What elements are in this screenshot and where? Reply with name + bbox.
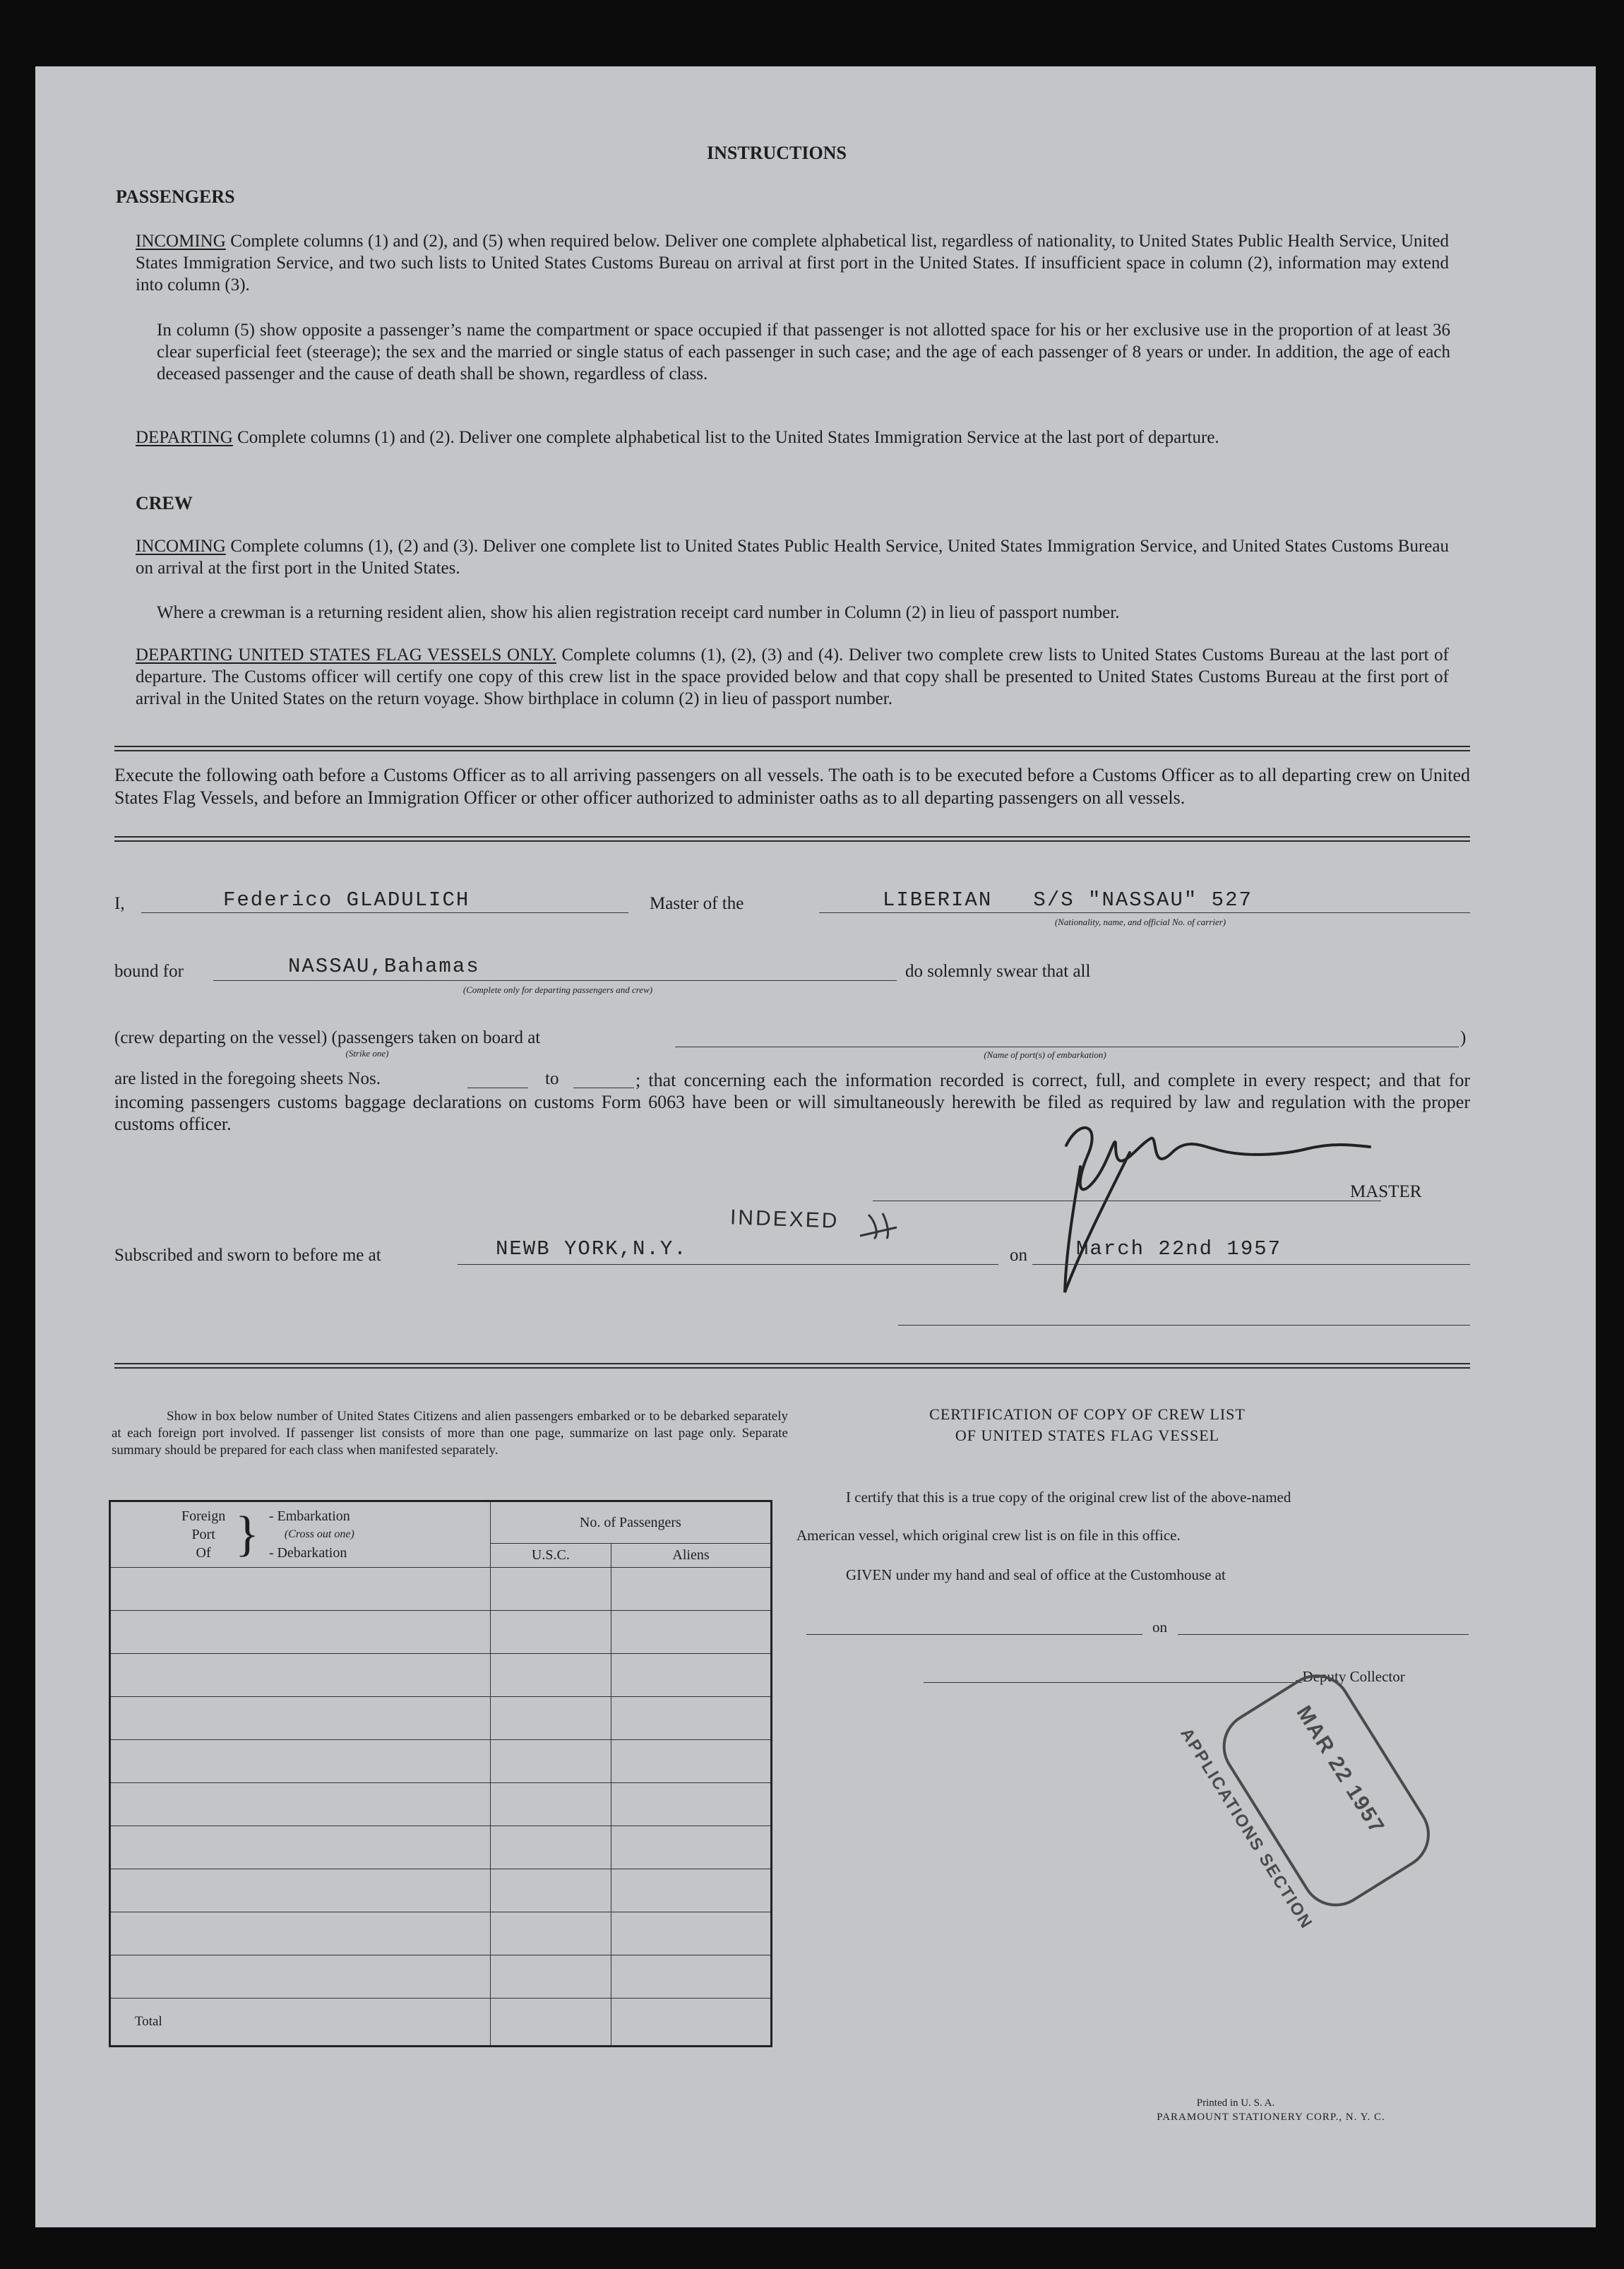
crew-departing-label: DEPARTING UNITED STATES FLAG VESSELS ONLY. bbox=[136, 645, 556, 665]
crew-heading: CREW bbox=[136, 493, 193, 513]
crew-resident-paragraph: Where a crewman is a returning resident alien, show his alien registration receipt card number in Column (2) in lieu of passport number. bbox=[157, 603, 1120, 622]
table-row bbox=[110, 1654, 772, 1697]
ports-caption: (Name of port(s) of embarkation) bbox=[984, 1049, 1106, 1060]
port-cell[interactable] bbox=[110, 1869, 491, 1912]
usc-cell[interactable] bbox=[490, 1955, 611, 1999]
aliens-header: Aliens bbox=[611, 1544, 772, 1568]
close-paren: ) bbox=[1460, 1028, 1467, 1047]
aliens-cell[interactable] bbox=[611, 1611, 772, 1654]
indexed-initials bbox=[854, 1208, 911, 1243]
table-row bbox=[110, 1740, 772, 1783]
sworn-place: NEWB YORK,N.Y. bbox=[496, 1237, 688, 1261]
table-row bbox=[110, 1955, 772, 1999]
usc-cell[interactable] bbox=[490, 1611, 611, 1654]
crew-departing-text: Complete columns (1), (2), (3) and (4). Deliver two complete crew lists to United States Customs Bureau at the last port of departure. The Customs officer will certify one copy of this crew list in the space provided below and that copy shall be presented to United States Customs Bureau at the first port of arrival in the United States on the return voyage. Show birthplace in column (2) in lieu of passport number. bbox=[136, 645, 1449, 708]
instructions-title: INSTRUCTIONS bbox=[707, 143, 847, 163]
received-stamp-section: APPLICATIONS SECTION bbox=[1176, 1725, 1317, 1933]
destination: NASSAU,Bahamas bbox=[288, 955, 480, 978]
strike-caption: (Strike one) bbox=[345, 1048, 389, 1059]
oath-i-label: I, bbox=[114, 894, 125, 913]
certify-line-2: American vessel, which original crew list is on file in this office. bbox=[796, 1527, 1181, 1544]
usc-cell[interactable] bbox=[490, 1740, 611, 1783]
usc-cell[interactable] bbox=[490, 1869, 611, 1912]
of-label: Of bbox=[196, 1545, 211, 1561]
table-row bbox=[110, 1826, 772, 1869]
brace-icon: } bbox=[235, 1507, 259, 1561]
officer-signature-line bbox=[898, 1325, 1470, 1326]
printer-line-2: PARAMOUNT STATIONERY CORP., N. Y. C. bbox=[1157, 2112, 1385, 2123]
passengers-incoming-text: Complete columns (1) and (2), and (5) when required below. Deliver one complete alphabetical list, regardless of nationality, to United States Public Health Service, United States Immigration Service, and two such lists to United States Customs Bureau on arrival at first port in the United States. If insufficient space in column (2), information may extend into column (3). bbox=[136, 232, 1450, 294]
crew-departing-paragraph bbox=[136, 644, 1449, 710]
aliens-cell[interactable] bbox=[611, 1783, 772, 1826]
certify-line-1: I certify that this is a true copy of the original crew list of the above-named bbox=[846, 1489, 1291, 1506]
crew-incoming-text: Complete columns (1), (2) and (3). Deliver one complete list to United States Public Health Service, United States Immigration Service, and United States Customs Bureau on arrival at the first port in the United States. bbox=[136, 537, 1449, 578]
passengers-heading: PASSENGERS bbox=[116, 186, 235, 207]
cross-out-label: (Cross out one) bbox=[284, 1528, 354, 1540]
destination-line bbox=[213, 980, 897, 981]
port-cell[interactable] bbox=[110, 1611, 491, 1654]
table-row bbox=[110, 1697, 772, 1740]
passengers-incoming-label: INCOMING bbox=[136, 232, 226, 251]
swear-label: do solemnly swear that all bbox=[905, 962, 1091, 981]
usc-cell[interactable] bbox=[490, 1568, 611, 1611]
bound-for-label: bound for bbox=[114, 962, 184, 981]
usc-cell[interactable] bbox=[490, 1783, 611, 1826]
sheets-to-label: to bbox=[545, 1069, 559, 1088]
cert-on-label: on bbox=[1152, 1619, 1167, 1636]
passenger-summary-table bbox=[109, 1500, 772, 2047]
indexed-stamp: INDEXED bbox=[729, 1205, 840, 1233]
usc-header: U.S.C. bbox=[490, 1544, 611, 1568]
sworn-on-label: on bbox=[1010, 1246, 1027, 1265]
passengers-departing-paragraph bbox=[136, 427, 1449, 448]
master-signature bbox=[1038, 1103, 1405, 1315]
crew-incoming-paragraph bbox=[136, 535, 1449, 579]
foreign-label: Foreign bbox=[181, 1508, 226, 1524]
aliens-total-cell[interactable] bbox=[611, 1999, 772, 2047]
master-label: MASTER bbox=[1350, 1182, 1422, 1201]
usc-cell[interactable] bbox=[490, 1826, 611, 1869]
vessel-name: LIBERIAN S/S "NASSAU" 527 bbox=[883, 888, 1253, 912]
table-row bbox=[110, 1568, 772, 1611]
oath-preamble: Execute the following oath before a Customs Officer as to all arriving passengers on all vessels. The oath is to be executed before a Customs Officer as to all departing crew on United States Flag Vessels, and before an Immigration Officer or other officer authorized to administer oaths as to all departing passengers on all vessels. bbox=[114, 765, 1470, 808]
received-stamp-date: MAR 22 1957 bbox=[1291, 1701, 1390, 1838]
master-of-label: Master of the bbox=[650, 894, 744, 913]
table-row bbox=[110, 1783, 772, 1826]
divider-line bbox=[114, 1363, 1470, 1369]
vessel-line bbox=[819, 912, 1470, 913]
passengers-column5-paragraph: In column (5) show opposite a passenger’s name the compartment or space occupied if that passenger is not allotted space for his or her exclusive use in the proportion of at least 36 clear superficial feet (steerage); the sex and the married or single status of each passenger in such case; and the age of each passenger of 8 years or under. In addition, the age of each deceased passenger and the cause of death shall be shown, regardless of class. bbox=[157, 321, 1450, 383]
no-of-passengers-header: No. of Passengers bbox=[490, 1501, 771, 1544]
vessel-caption: (Nationality, name, and official No. of carrier) bbox=[1054, 917, 1226, 927]
divider-line bbox=[114, 746, 1470, 751]
port-cell[interactable] bbox=[110, 1654, 491, 1697]
port-cell[interactable] bbox=[110, 1955, 491, 1999]
aliens-cell[interactable] bbox=[611, 1826, 772, 1869]
divider-line bbox=[114, 836, 1470, 842]
port-cell[interactable] bbox=[110, 1568, 491, 1611]
total-row bbox=[110, 1999, 772, 2047]
passengers-incoming-paragraph bbox=[136, 230, 1449, 296]
foreign-port-header bbox=[110, 1501, 491, 1568]
port-cell[interactable] bbox=[110, 1783, 491, 1826]
total-label: Total bbox=[110, 1999, 491, 2047]
subscribed-label: Subscribed and sworn to before me at bbox=[114, 1246, 381, 1265]
customhouse-line[interactable] bbox=[806, 1634, 1142, 1635]
sheets-text: ; that concerning each the information recorded is correct, full, and complete in every respect; and that for incoming passengers customs baggage declarations on customs Form 6063 have been or will simultaneously herewith be filed as required by law and regulation with the proper customs officer. bbox=[114, 1070, 1470, 1134]
usc-cell[interactable] bbox=[490, 1654, 611, 1697]
port-cell[interactable] bbox=[110, 1826, 491, 1869]
passengers-departing-text: Complete columns (1) and (2). Deliver one complete alphabetical list to the United States Immigration Service at the last port of departure. bbox=[237, 428, 1219, 447]
master-name-line bbox=[141, 912, 628, 913]
sworn-date: March 22nd 1957 bbox=[1076, 1237, 1282, 1261]
port-label: Port bbox=[191, 1527, 215, 1542]
aliens-cell[interactable] bbox=[611, 1869, 772, 1912]
port-cell[interactable] bbox=[110, 1912, 491, 1955]
summary-note: Show in box below number of United States Citizens and alien passengers embarked or to be debarked separately at each foreign port involved. If passenger list consists of more than one page, summarize on last page only. Separate summary should be prepared for each class when manifested separately. bbox=[112, 1409, 788, 1458]
aliens-cell[interactable] bbox=[611, 1568, 772, 1611]
master-name: Federico GLADULICH bbox=[223, 888, 470, 912]
crew-incoming-label: INCOMING bbox=[136, 537, 226, 556]
form-page bbox=[35, 66, 1596, 2227]
certification-title-2: OF UNITED STATES FLAG VESSEL bbox=[955, 1427, 1220, 1444]
table-row bbox=[110, 1869, 772, 1912]
usc-cell[interactable] bbox=[490, 1697, 611, 1740]
aliens-cell[interactable] bbox=[611, 1654, 772, 1697]
port-cell[interactable] bbox=[110, 1740, 491, 1783]
sworn-date-line bbox=[1032, 1264, 1470, 1265]
destination-caption: (Complete only for departing passengers and crew) bbox=[462, 984, 653, 995]
sheets-label: are listed in the foregoing sheets Nos. bbox=[114, 1069, 381, 1088]
crew-passengers-label: (crew departing on the vessel) (passengers taken on board at bbox=[114, 1028, 541, 1047]
aliens-cell[interactable] bbox=[611, 1955, 772, 1999]
aliens-cell[interactable] bbox=[611, 1912, 772, 1955]
table-row bbox=[110, 1912, 772, 1955]
certification-title-1: CERTIFICATION OF COPY OF CREW LIST bbox=[929, 1405, 1246, 1423]
aliens-cell[interactable] bbox=[611, 1740, 772, 1783]
received-stamp bbox=[1120, 1584, 1521, 1981]
passengers-departing-label: DEPARTING bbox=[136, 428, 233, 447]
printer-line-1: Printed in U. S. A. bbox=[1196, 2097, 1275, 2109]
usc-total-cell[interactable] bbox=[490, 1999, 611, 2047]
deputy-collector-label: , Deputy Collector bbox=[1295, 1668, 1405, 1685]
table-row bbox=[110, 1611, 772, 1654]
debarkation-label: - Debarkation bbox=[268, 1545, 347, 1561]
sworn-place-line bbox=[458, 1264, 998, 1265]
aliens-cell[interactable] bbox=[611, 1697, 772, 1740]
port-cell[interactable] bbox=[110, 1697, 491, 1740]
embarkation-label: - Embarkation bbox=[268, 1508, 350, 1524]
given-line: GIVEN under my hand and seal of office at the Customhouse at bbox=[846, 1566, 1226, 1583]
usc-cell[interactable] bbox=[490, 1912, 611, 1955]
